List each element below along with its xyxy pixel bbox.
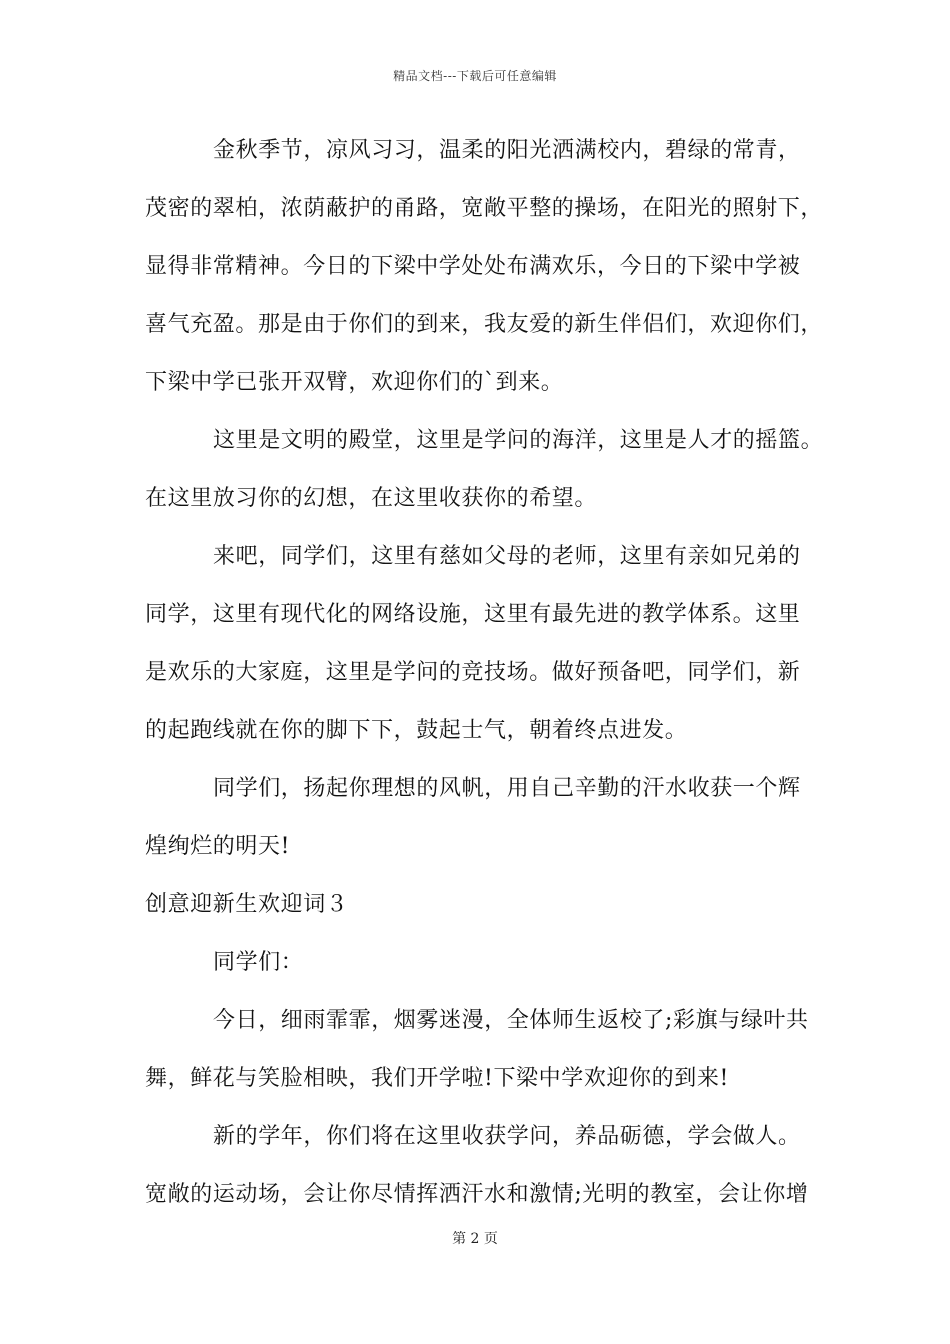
section-title: 创意迎新生欢迎词３ [145, 892, 349, 917]
paragraph-line: 的起跑线就在你的脚下下，鼓起士气，朝着终点进发。 [145, 718, 688, 743]
paragraph-line: 同学，这里有现代化的网络设施，这里有最先进的教学体系。这里 [145, 602, 801, 627]
paragraph-line: 金秋季节，凉风习习，温柔的阳光洒满校内，碧绿的常青， [213, 138, 801, 163]
paragraph-line: 喜气充盈。那是由于你们的到来，我友爱的新生伴侣们，欢迎你们， [145, 312, 824, 337]
salutation: 同学们： [213, 950, 304, 975]
paragraph-line: 今日，细雨霏霏，烟雾迷漫，全体师生返校了;彩旗与绿叶共 [213, 1008, 809, 1033]
paragraph-line: 在这里放习你的幻想，在这里收获你的希望。 [145, 486, 598, 511]
paragraph-line: 煌绚烂的明天! [145, 834, 291, 859]
paragraph-line: 显得非常精神。今日的下梁中学处处布满欢乐，今日的下梁中学被 [145, 254, 801, 279]
paragraph-line: 舞，鲜花与笑脸相映，我们开学啦!下梁中学欢迎你的到来! [145, 1066, 729, 1091]
page-number: 第 2 页 [452, 1231, 498, 1247]
paragraph-line: 是欢乐的大家庭，这里是学问的竞技场。做好预备吧，同学们，新 [145, 660, 801, 685]
paragraph-line: 这里是文明的殿堂，这里是学问的海洋，这里是人才的摇篮。 [213, 428, 824, 453]
paragraph-line: 茂密的翠柏，浓荫蔽护的甬路，宽敞平整的操场，在阳光的照射下， [145, 196, 824, 221]
paragraph-line: 宽敞的运动场，会让你尽情挥洒汗水和激情;光明的教室，会让你增 [145, 1182, 809, 1207]
page-header: 精品文档---下载后可任意编辑 [393, 69, 557, 83]
paragraph-line: 下梁中学已张开双臂，欢迎你们的`到来。 [145, 370, 564, 395]
paragraph-line: 来吧，同学们，这里有慈如父母的老师，这里有亲如兄弟的 [213, 544, 801, 569]
paragraph-line: 新的学年，你们将在这里收获学问，养品砺德，学会做人。 [213, 1124, 801, 1149]
paragraph-line: 同学们，扬起你理想的风帆，用自己辛勤的汗水收获一个辉 [213, 776, 801, 801]
